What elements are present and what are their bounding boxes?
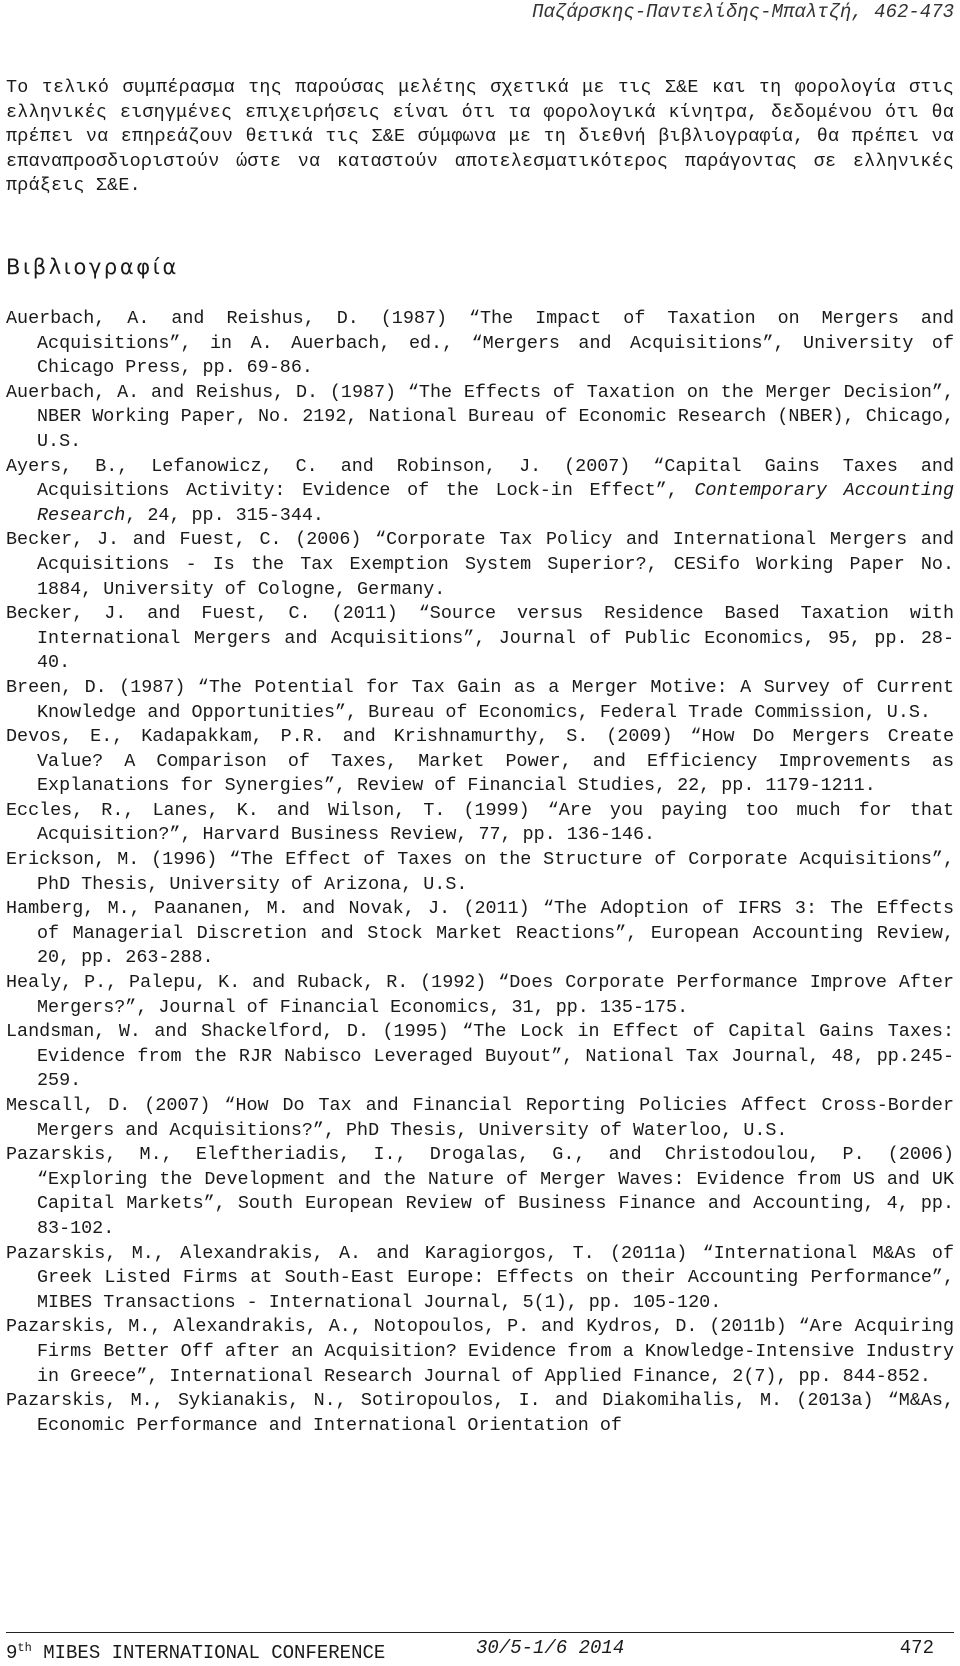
reference-entry: [6, 799, 954, 848]
reference-text: Pazarskis, M., Alexandrakis, A. and Karagiorgos, T. (2011a) “International M&As of Greek Listed Firms at South-East Europe: Effects on their Accounting Performance”, MIBES Transactions - International Journal, 5(1), pp. 105-120.: [6, 1242, 954, 1313]
reference-text: Ayers, B., Lefanowicz, C. and Robinson, J. (2007) “Capital Gains Taxes and Acquisitions Activity: Evidence of the Lock-in Effect”,: [6, 455, 954, 502]
reference-entry: [6, 1315, 954, 1389]
reference-text: Healy, P., Palepu, K. and Ruback, R. (1992) “Does Corporate Performance Improve After Mergers?”, Journal of Financial Economics, 31, pp. 135-175.: [6, 972, 954, 1018]
reference-text: Pazarskis, M., Alexandrakis, A., Notopoulos, P. and Kydros, D. (2011b) “Are Acquiring Firms Better Off after an Acquisition? Evidence from a Knowledge-Intensive Industry in Greece”, International Research Journal of Applied Finance, 2(7), pp. 844-852.: [6, 1316, 954, 1387]
reference-text: Breen, D. (1987) “The Potential for Tax Gain as a Merger Motive: A Survey of Current Knowledge and Opportunities”, Bureau of Economics, Federal Trade Commission, U.S.: [6, 676, 954, 723]
reference-entry: [6, 528, 954, 602]
reference-entry: [6, 307, 954, 381]
reference-list: [6, 307, 954, 1438]
reference-entry: [6, 848, 954, 897]
page-footer: [6, 1632, 954, 1663]
reference-entry: [6, 971, 954, 1020]
reference-entry: [6, 1020, 954, 1094]
reference-entry: [6, 676, 954, 725]
reference-text: Pazarskis, M., Eleftheriadis, I., Drogalas, G., and Christodoulou, P. (2006) “Exploring the Development and the Nature of Merger Waves: Evidence from US and UK Capital Markets”, South European Review of Business Finance and Accounting, 4, pp. 83-102.: [6, 1144, 954, 1239]
reference-text: Pazarskis, M., Sykianakis, N., Sotiropoulos, I. and Diakomihalis, M. (2013a) “M&As, Economic Performance and International Orientation of: [6, 1390, 954, 1436]
reference-entry: [6, 897, 954, 971]
conclusion-paragraph: Το τελικό συμπέρασμα της παρούσας μελέτης σχετικά με τις Σ&Ε και τη φορολογία στις ελληνικές εισηγμένες επιχειρήσεις είναι ότι τα φορολογικά κίνητρα, δεδομένου ότι θα πρέπει να επηρεάζουν θετικά τις Σ&Ε σύμφωνα με τη διεθνή βιβλιογραφία, θα πρέπει να επαναπροσδιοριστούν ώστε να καταστούν αποτελεσματικότερος παράγοντας σε ελληνικές πράξεις Σ&Ε.: [6, 77, 954, 197]
reference-text: Mescall, D. (2007) “How Do Tax and Financial Reporting Policies Affect Cross-Border Mergers and Acquisitions?”, PhD Thesis, University of Waterloo, U.S.: [6, 1095, 954, 1141]
reference-text: Auerbach, A. and Reishus, D. (1987) “The Impact of Taxation on Mergers and Acquisitions”, in A. Auerbach, ed., “Mergers and Acquisitions”, University of Chicago Press, pp. 69-86.: [6, 308, 954, 379]
reference-text: Becker, J. and Fuest, C. (2011) “Source versus Residence Based Taxation with International Mergers and Acquisitions”, Journal of Public Economics, 95, pp. 28-40.: [6, 603, 954, 674]
edition-number: 9: [6, 1642, 18, 1664]
reference-text: Eccles, R., Lanes, K. and Wilson, T. (1999) “Are you paying too much for that Acquisition?”, Harvard Business Review, 77, pp. 136-146.: [6, 799, 954, 846]
conference-dates: 30/5-1/6 2014: [476, 1637, 625, 1659]
reference-text: Becker, J. and Fuest, C. (2006) “Corporate Tax Policy and International Mergers and Acquisitions - Is the Tax Exemption System Superior?, CESifo Working Paper No. 1884, University of Cologne, Germany.: [6, 529, 954, 600]
reference-journal: Contemporary Accounting Research: [37, 480, 954, 526]
conference-name: [6, 1635, 385, 1666]
reference-entry: [6, 1389, 954, 1438]
edition-suffix: th: [17, 1641, 32, 1655]
reference-text: Auerbach, A. and Reishus, D. (1987) “The Effects of Taxation on the Merger Decision”, NBER Working Paper, No. 2192, National Bureau of Economic Research (NBER), Chicago, U.S.: [6, 381, 954, 452]
reference-text: Devos, E., Kadapakkam, P.R. and Krishnamurthy, S. (2009) “How Do Mergers Create Value? A Comparison of Taxes, Market Power, and Efficiency Improvements as Explanations for Synergies”, Review of Financial Studies, 22, pp. 1179-1211.: [6, 726, 954, 797]
reference-text: Hamberg, M., Paananen, M. and Novak, J. (2011) “The Adoption of IFRS 3: The Effects of Managerial Discretion and Stock Market Reactions”, European Accounting Review, 20, pp. 263-288.: [6, 898, 954, 969]
reference-entry: [6, 602, 954, 676]
reference-entry: [6, 725, 954, 799]
reference-entry: [6, 455, 954, 529]
reference-entry: [6, 1143, 954, 1241]
reference-text: Erickson, M. (1996) “The Effect of Taxes on the Structure of Corporate Acquisitions”, PhD Thesis, University of Arizona, U.S.: [6, 849, 954, 895]
running-head: Παζάρσκης-Παντελίδης-Μπαλτζή, 462-473: [532, 1, 954, 23]
reference-text-tail: , 24, pp. 315-344.: [125, 504, 324, 526]
document-page: [6, 0, 954, 1662]
reference-entry: [6, 1242, 954, 1316]
references-heading: Βιβλιογραφία: [6, 255, 179, 279]
conference-title: MIBES INTERNATIONAL CONFERENCE: [43, 1642, 386, 1664]
reference-text: Landsman, W. and Shackelford, D. (1995) “The Lock in Effect of Capital Gains Taxes: Evidence from the RJR Nabisco Leveraged Buyout”, National Tax Journal, 48, pp.245-259.: [6, 1021, 954, 1092]
page-number: 472: [899, 1637, 934, 1659]
reference-entry: [6, 1094, 954, 1143]
reference-entry: [6, 381, 954, 455]
